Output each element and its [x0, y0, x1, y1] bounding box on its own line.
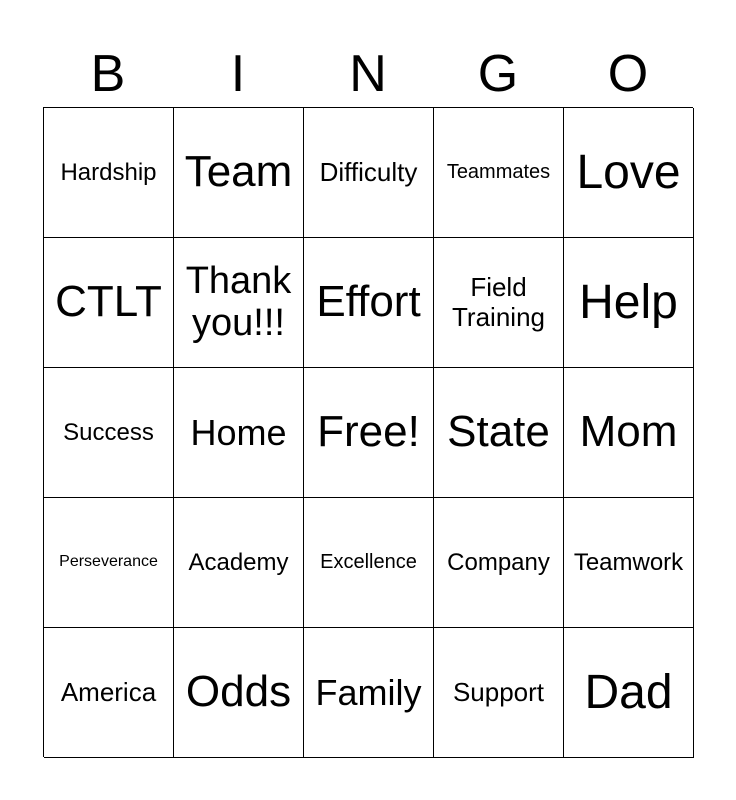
bingo-cell[interactable]: Support	[434, 628, 564, 758]
bingo-cell[interactable]: Odds	[174, 628, 304, 758]
bingo-board	[43, 107, 693, 757]
bingo-cell[interactable]: Hardship	[44, 108, 174, 238]
bingo-cell[interactable]: Perseverance	[44, 498, 174, 628]
bingo-cell[interactable]: Difficulty	[304, 108, 434, 238]
bingo-cell[interactable]: Teammates	[434, 108, 564, 238]
header-letter-b: B	[90, 45, 126, 103]
bingo-cell[interactable]: Help	[564, 238, 694, 368]
header-letter-i: I	[230, 45, 246, 103]
bingo-cell[interactable]: Team	[174, 108, 304, 238]
header-letter-o: O	[607, 45, 649, 103]
free-space-cell[interactable]: Free!	[304, 368, 434, 498]
bingo-cell[interactable]: Home	[174, 368, 304, 498]
bingo-cell[interactable]: Excellence	[304, 498, 434, 628]
bingo-cell[interactable]: Family	[304, 628, 434, 758]
bingo-cell[interactable]: Success	[44, 368, 174, 498]
bingo-cell[interactable]: Field Training	[434, 238, 564, 368]
header-letter-g: G	[477, 45, 519, 103]
bingo-cell[interactable]: Effort	[304, 238, 434, 368]
bingo-cell[interactable]: Company	[434, 498, 564, 628]
bingo-cell[interactable]: Mom	[564, 368, 694, 498]
bingo-cell[interactable]: Academy	[174, 498, 304, 628]
bingo-cell[interactable]: Thank you!!!	[174, 238, 304, 368]
bingo-cell[interactable]: Teamwork	[564, 498, 694, 628]
bingo-cell[interactable]: Dad	[564, 628, 694, 758]
bingo-cell[interactable]: America	[44, 628, 174, 758]
header-letter-n: N	[349, 45, 387, 103]
bingo-header	[43, 40, 693, 108]
bingo-cell[interactable]: State	[434, 368, 564, 498]
bingo-cell[interactable]: CTLT	[44, 238, 174, 368]
bingo-cell[interactable]: Love	[564, 108, 694, 238]
